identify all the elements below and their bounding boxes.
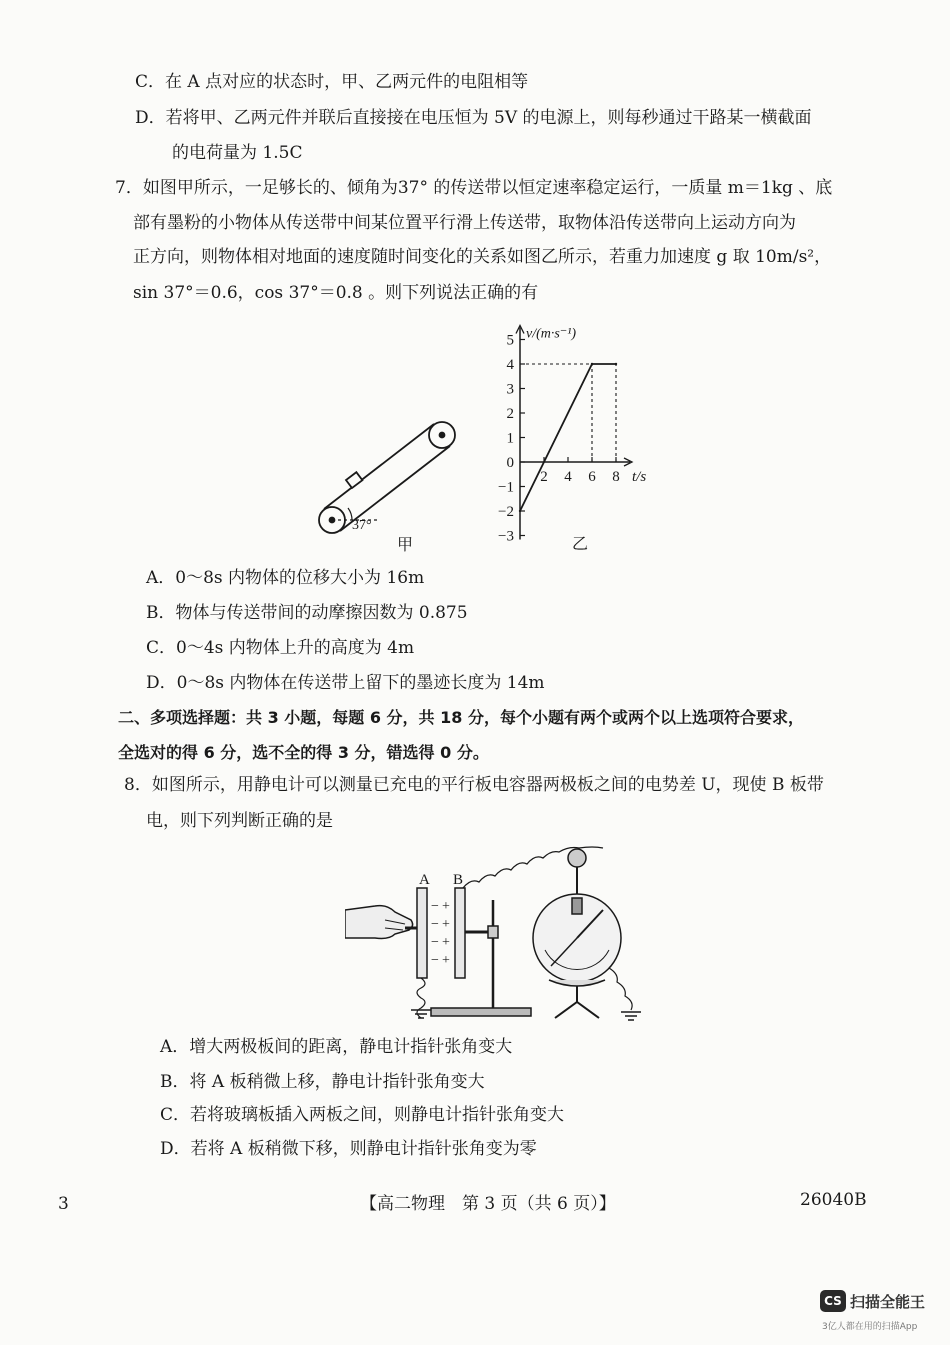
figure-jia-label: 甲	[397, 537, 414, 554]
svg-text:+: +	[442, 935, 450, 950]
plate-b	[455, 888, 465, 978]
data-point	[615, 363, 617, 365]
watermark-name: 扫描全能王	[850, 1293, 926, 1311]
svg-text:−: −	[431, 917, 439, 932]
scanner-watermark	[820, 1290, 935, 1335]
q8-option-b: B．将 A 板稍微上移，静电计指针张角变大	[160, 1072, 485, 1092]
y-tick-label: −3	[498, 528, 514, 545]
q8-option-d: D．若将 A 板稍微下移，则静电计指针张角变为零	[160, 1139, 537, 1159]
velocity-time-chart	[480, 312, 680, 552]
svg-text:−: −	[431, 935, 439, 950]
figure-yi-label: 乙	[572, 536, 589, 552]
y-tick-label: −2	[498, 504, 514, 520]
q7-stem-line1: 7．如图甲所示，一足够长的、倾角为37° 的传送带以恒定速率稳定运行，一质量 m＝1kg 、底	[115, 178, 833, 198]
conveyor-belt-figure	[300, 405, 470, 555]
q7-option-d: D．0～8s 内物体在传送带上留下的墨迹长度为 14m	[146, 673, 545, 693]
svg-text:+: +	[442, 953, 450, 968]
svg-text:+: +	[442, 899, 450, 914]
x-tick-label: 6	[588, 469, 596, 485]
data-point	[591, 363, 593, 365]
angle-label: 37°	[352, 518, 372, 533]
y-tick-label: 1	[506, 430, 514, 447]
y-axis-label: v/(m·s⁻¹)	[526, 326, 577, 342]
q8-option-a: A．增大两极板间的距离，静电计指针张角变大	[160, 1037, 513, 1057]
section2-heading-line1: 二、多项选择题：共 3 小题，每题 6 分，共 18 分，每个小题有两个或两个以上选项符合要求，	[118, 708, 804, 727]
footer-page-info: 【高二物理 第 3 页（共 6 页）】	[360, 1194, 616, 1214]
y-tick-label: 4	[506, 357, 514, 373]
q7-option-b: B．物体与传送带间的动摩擦因数为 0.875	[146, 603, 468, 623]
footer-exam-code: 26040B	[800, 1190, 867, 1210]
q7-option-a: A．0～8s 内物体的位移大小为 16m	[146, 568, 425, 588]
stand-base	[431, 1008, 531, 1016]
x-tick-label: 2	[540, 469, 548, 485]
plate-a-label: A	[419, 872, 430, 888]
x-tick-label: 8	[612, 469, 620, 485]
series-line-v	[520, 364, 616, 511]
watermark-subtitle: 3亿人都在用的扫描App	[822, 1322, 918, 1332]
x-axis-label: t/s	[632, 469, 647, 485]
y-tick-label: −1	[498, 479, 514, 496]
q7-stem-line2: 部有墨粉的小物体从传送带中间某位置平行滑上传送带，取物体沿传送带向上运动方向为	[133, 213, 796, 233]
svg-text:−: −	[431, 899, 439, 914]
hand	[345, 906, 413, 939]
electrometer-ball	[568, 849, 586, 867]
y-tick-label: 3	[506, 381, 514, 398]
q7-stem-line3: 正方向，则物体相对地面的速度随时间变化的关系如图乙所示，若重力加速度 g 取 10m/s²，	[133, 247, 832, 267]
svg-text:+: +	[442, 917, 450, 932]
svg-text:−: −	[431, 953, 439, 968]
electrometer-figure	[345, 840, 645, 1025]
data-point	[519, 510, 521, 512]
q6-option-d-line2: 的电荷量为 1.5C	[172, 143, 303, 163]
plate-b-label: B	[453, 872, 464, 888]
section2-heading-line2: 全选对的得 6 分，选不全的得 3 分，错选得 0 分。	[118, 743, 489, 762]
footer-page-mark: 3	[58, 1194, 69, 1214]
x-tick-label: 4	[564, 469, 572, 485]
q6-option-c: C．在 A 点对应的状态时，甲、乙两元件的电阻相等	[135, 72, 529, 92]
y-tick-label: 0	[506, 455, 514, 471]
camscanner-logo: CS	[820, 1290, 846, 1312]
block	[346, 472, 362, 488]
q7-stem-line4: sin 37°＝0.6，cos 37°＝0.8 。则下列说法正确的有	[133, 283, 539, 303]
q7-option-c: C．0～4s 内物体上升的高度为 4m	[146, 638, 415, 658]
plate-a	[417, 888, 427, 978]
y-tick-label: 2	[506, 406, 514, 422]
q8-option-c: C．若将玻璃板插入两板之间，则静电计指针张角变大	[160, 1105, 565, 1125]
q8-stem-line2: 电，则下列判断正确的是	[146, 811, 333, 831]
y-tick-label: 5	[506, 332, 514, 349]
q8-stem-line1: 8．如图所示，用静电计可以测量已充电的平行板电容器两极板之间的电势差 U，现使 B 板带	[124, 775, 824, 795]
belt-top	[324, 424, 434, 509]
q6-option-d-line1: D．若将甲、乙两元件并联后直接接在电压恒为 5V 的电源上，则每秒通过干路某一横截面	[135, 108, 812, 128]
